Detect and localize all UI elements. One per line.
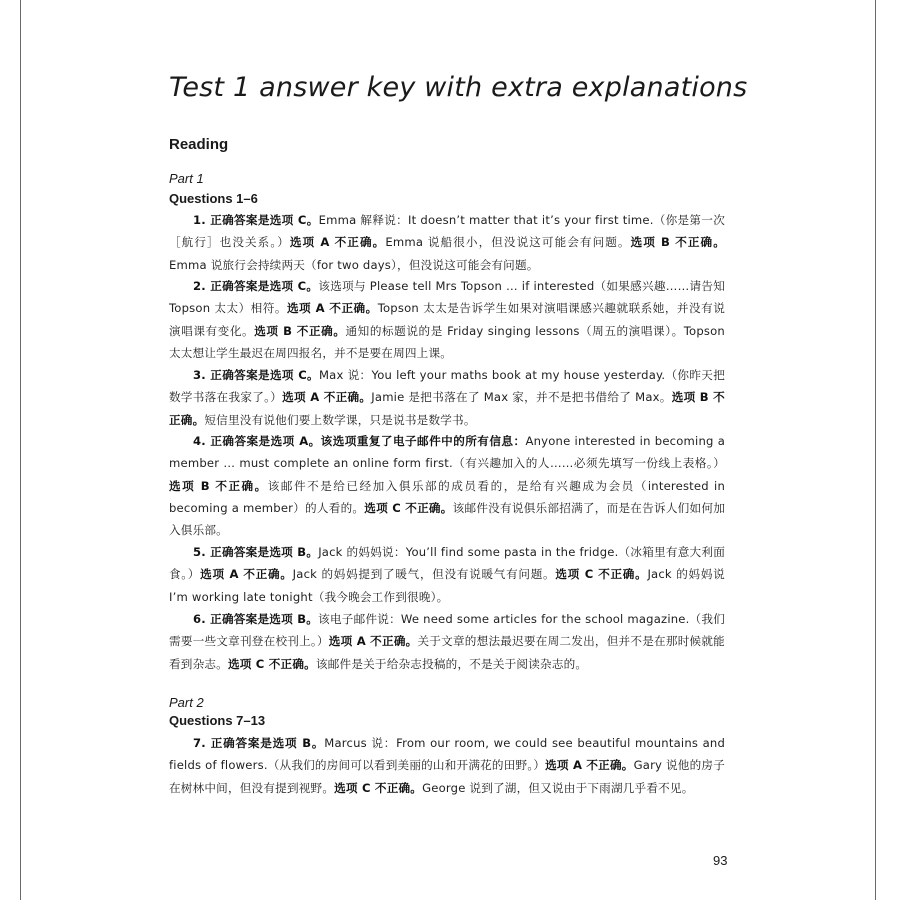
- answer-explanation-text: Gary 说他的房子在树林中间，但没有提到视野。: [169, 758, 725, 795]
- answer-option-verdict: 选项 A 不正确。: [200, 567, 293, 582]
- book-page: [20, 0, 876, 900]
- answer-option-verdict: 该选项重复了电子邮件中的所有信息：: [320, 434, 526, 448]
- answer-q3: [169, 364, 725, 431]
- answer-q1: [169, 209, 725, 276]
- answer-explanation-text: Jack 的妈妈说：You’ll find some pasta in the fridge.（冰箱里有意大利面食。）: [169, 545, 725, 582]
- answer-lead: 7. 正确答案是选项 B。: [193, 736, 325, 750]
- answer-option-verdict: 选项 C 不正确。: [364, 500, 453, 515]
- page-title: Test 1 answer key with extra explanations: [169, 72, 748, 103]
- answer-lead: 5. 正确答案是选项 B。: [193, 545, 319, 559]
- answer-option-verdict: 选项 C 不正确。: [555, 567, 648, 582]
- section-heading-reading: Reading: [169, 136, 229, 153]
- answer-lead: 1. 正确答案是选项 C。: [193, 213, 319, 227]
- page-number: 93: [713, 853, 728, 868]
- answer-explanation-text: 该邮件是关于给杂志投稿的，不是关于阅读杂志的。: [315, 656, 588, 671]
- answer-option-verdict: 选项 A 不正确。: [282, 390, 372, 405]
- answer-explanation-text: George 说到了湖，但又说由于下雨湖几乎看不见。: [422, 780, 694, 795]
- answer-explanation-text: 该邮件没有说俱乐部招满了，而是在告诉人们如何加入俱乐部。: [169, 500, 725, 538]
- part-1-label: Part 1: [169, 171, 204, 186]
- answer-option-verdict: 选项 C 不正确。: [334, 780, 423, 795]
- answer-lead: 3. 正确答案是选项 C。: [193, 368, 319, 382]
- answer-option-verdict: 选项 A 不正确。: [289, 235, 386, 250]
- answer-lead: 2. 正确答案是选项 C。: [193, 279, 319, 293]
- answer-option-verdict: 选项 A 不正确。: [545, 758, 634, 773]
- answer-option-verdict: 选项 A 不正确。: [286, 301, 378, 316]
- answer-explanation-text: Emma 解释说：It doesn’t matter that it’s your first time.（你是第一次［航行］也没关系。）: [169, 213, 726, 250]
- answer-q5: [169, 541, 725, 608]
- answer-explanation-text: 通知的标题说的是 Friday singing lessons（周五的演唱课）。Topson 太太想让学生最迟在周四报名，并不是要在周四上课。: [169, 323, 725, 360]
- answer-explanation-text: Marcus 说：From our room, we could see beautiful mountains and fields of flowers.（从我们的房间可以看到美丽的山和开满花的田野。）: [169, 736, 725, 773]
- answer-explanation-text: Topson 太太是告诉学生如果对演唱课感兴趣就联系她，并没有说演唱课有变化。: [169, 301, 725, 338]
- answer-option-verdict: 选项 B 不正确。: [169, 478, 268, 493]
- answer-option-verdict: 选项 B 不正确。: [169, 390, 725, 427]
- answer-explanation-text: Jack 的妈妈说 I’m working late tonight（我今晚会工作到很晚）。: [169, 567, 725, 604]
- answer-q4: [169, 430, 725, 541]
- answer-explanation-text: 关于文章的想法最迟要在周二发出，但并不是在那时候就能看到杂志。: [169, 634, 725, 671]
- answer-explanation-text: Jack 的妈妈提到了暖气，但没有说暖气有问题。: [292, 567, 556, 582]
- answer-option-verdict: 选项 B 不正确。: [630, 235, 725, 250]
- answer-lead: 4. 正确答案是选项 A。: [193, 434, 321, 448]
- answer-explanation-text: 短信里没有说他们要上数学课，只是说书是数学书。: [204, 412, 476, 427]
- answer-explanation-text: 该电子邮件说：We need some articles for the school magazine.（我们需要一些文章刊登在校刊上。）: [169, 612, 725, 649]
- answer-explanation-text: Max 说：You left your maths book at my house yesterday.（你昨天把数学书落在我家了。）: [169, 368, 725, 405]
- answer-option-verdict: 选项 B 不正确。: [254, 323, 346, 338]
- answer-lead: 6. 正确答案是选项 B。: [193, 612, 319, 626]
- answer-option-verdict: 选项 A 不正确。: [328, 634, 418, 649]
- answer-explanation-text: Emma 说船很小，但没说这可能会有问题。: [385, 235, 631, 250]
- questions-1-6-heading: Questions 1–6: [169, 191, 258, 206]
- answer-q6: [169, 608, 725, 675]
- answer-q7: [169, 732, 725, 799]
- questions-7-13-heading: Questions 7–13: [169, 713, 266, 728]
- answer-explanation-text: 该邮件不是给已经加入俱乐部的成员看的，是给有兴趣成为会员（interested in becoming a member）的人看的。: [169, 478, 725, 515]
- answer-explanation-text: Emma 说旅行会持续两天（for two days），但没说这可能会有问题。: [169, 257, 539, 272]
- answer-q2: [169, 275, 725, 364]
- answer-explanation-text: Jamie 是把书落在了 Max 家，并不是把书借给了 Max。: [371, 390, 672, 405]
- answer-explanation-text: Anyone interested in becoming a member … must complete an online form first.（有兴趣加入的人……必须先填写一份线上表格。）: [169, 434, 725, 471]
- part-2-label: Part 2: [169, 695, 204, 710]
- answer-explanation-text: 该选项与 Please tell Mrs Topson … if interested（如果感兴趣……请告知 Topson 太太）相符。: [169, 279, 725, 316]
- answer-option-verdict: 选项 C 不正确。: [227, 656, 316, 671]
